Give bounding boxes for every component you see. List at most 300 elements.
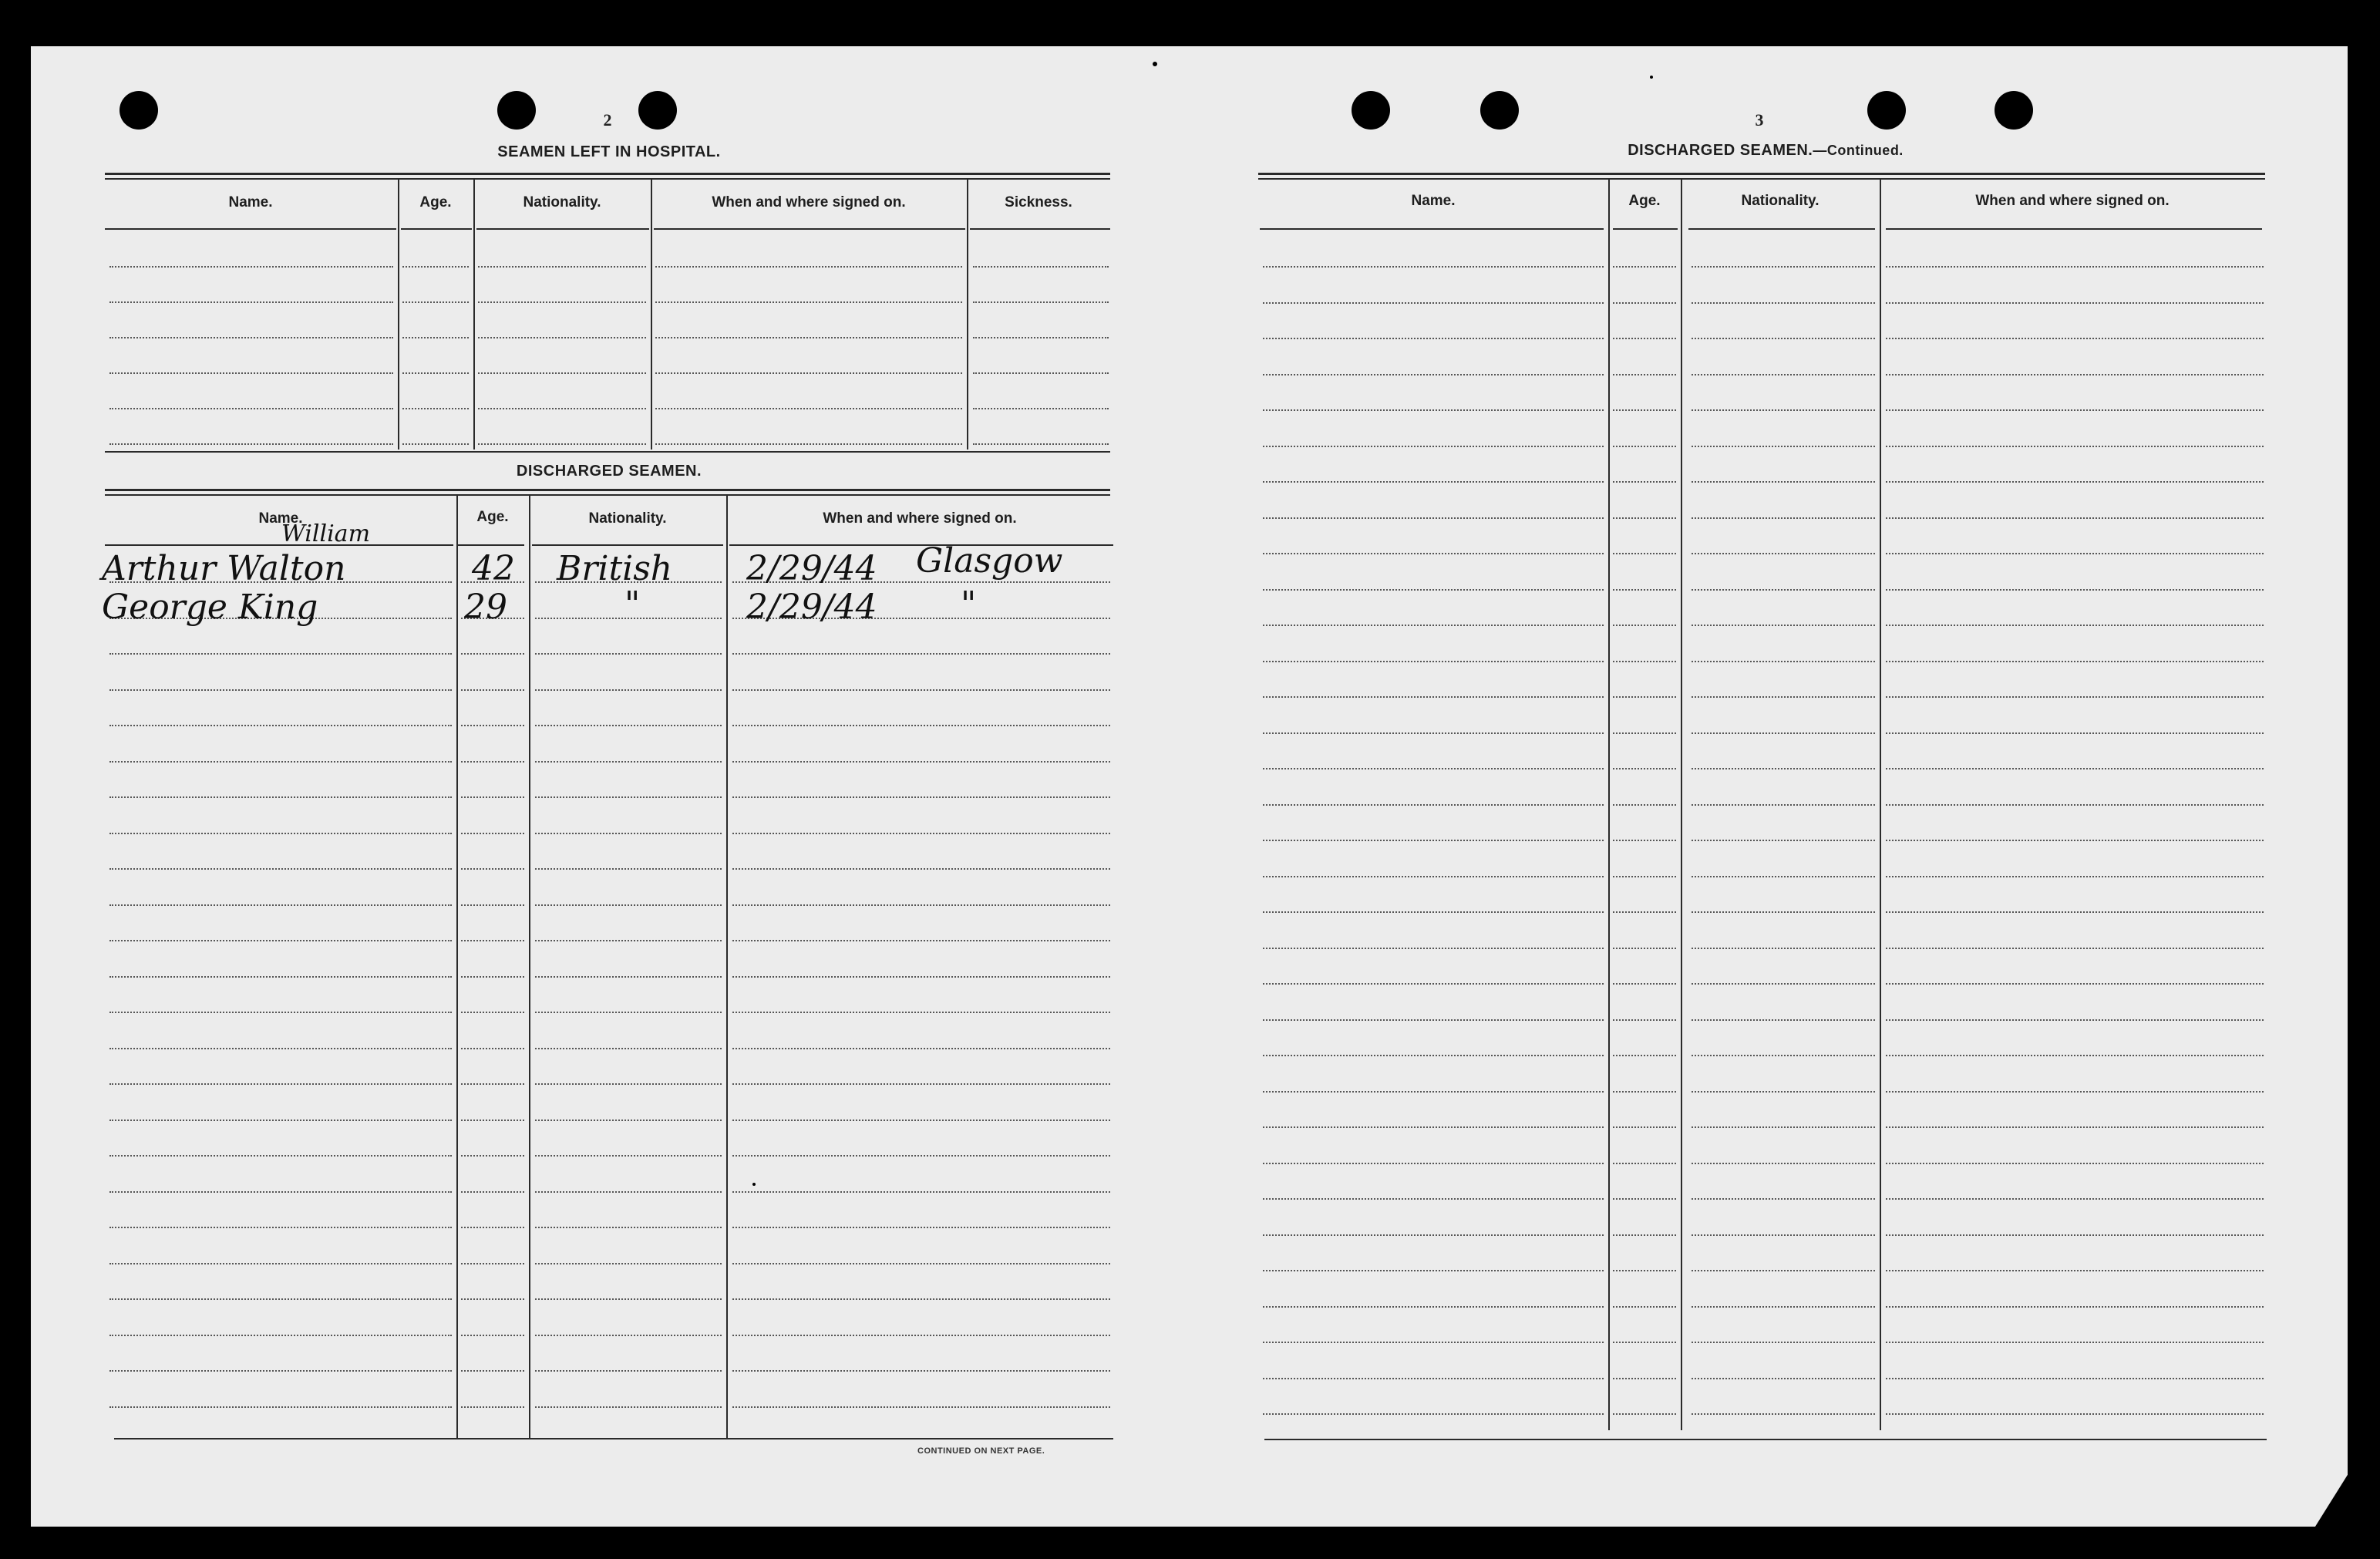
dotted-line — [402, 372, 469, 374]
dotted-line — [109, 1370, 452, 1372]
dotted-line — [732, 976, 1110, 978]
dotted-line — [461, 725, 524, 726]
dotted-line — [732, 1191, 1110, 1193]
dotted-line — [1886, 732, 2264, 734]
dotted-line — [1886, 589, 2264, 591]
dotted-line — [1613, 1234, 1676, 1236]
dotted-line — [535, 1083, 722, 1085]
dotted-line — [655, 372, 962, 374]
dotted-line — [478, 301, 646, 303]
dotted-line — [1692, 589, 1875, 591]
dotted-line — [1886, 553, 2264, 554]
dotted-line — [1692, 983, 1875, 985]
dotted-line — [1263, 409, 1604, 411]
dotted-line — [1613, 302, 1676, 304]
dotted-line — [1613, 1091, 1676, 1093]
table-rule — [105, 178, 1110, 180]
dotted-line — [461, 1155, 524, 1157]
col-header-nationality: Nationality. — [1741, 193, 1820, 209]
col-header-name: Name. — [258, 510, 303, 527]
dotted-line — [1886, 374, 2264, 375]
dotted-line — [535, 1227, 722, 1228]
dotted-line — [1263, 911, 1604, 913]
dotted-line — [1613, 876, 1676, 877]
dotted-line — [1263, 1234, 1604, 1236]
dotted-line — [1692, 266, 1875, 268]
dotted-line — [1886, 876, 2264, 877]
dotted-line — [1613, 338, 1676, 339]
dotted-line — [732, 1083, 1110, 1085]
dotted-line — [461, 1370, 524, 1372]
dotted-line — [1692, 840, 1875, 841]
title-main: DISCHARGED SEAMEN. — [1628, 142, 1813, 159]
dotted-line — [732, 1227, 1110, 1228]
dotted-line — [1692, 1091, 1875, 1093]
dotted-line — [732, 833, 1110, 834]
dotted-line — [732, 761, 1110, 763]
dotted-line — [1692, 661, 1875, 662]
column-divider — [398, 180, 399, 450]
dotted-line — [655, 443, 962, 445]
header-rule — [532, 544, 723, 546]
punch-hole — [1480, 91, 1519, 130]
dotted-line — [535, 1263, 722, 1264]
col-header-signed-on: When and where signed on. — [823, 510, 1017, 527]
header-rule — [654, 228, 965, 230]
table-rule — [105, 173, 1110, 175]
col-header-age: Age. — [476, 509, 509, 525]
dotted-line — [109, 1048, 452, 1049]
dotted-line — [1613, 661, 1676, 662]
dotted-line — [478, 337, 646, 338]
dotted-line — [1263, 876, 1604, 877]
dotted-line — [1886, 1198, 2264, 1200]
speck — [1650, 76, 1653, 79]
dotted-line — [1263, 1413, 1604, 1415]
dotted-line — [109, 372, 393, 374]
speck — [1153, 62, 1157, 66]
dotted-line — [461, 1406, 524, 1408]
dotted-line — [1692, 446, 1875, 447]
dotted-line — [461, 1263, 524, 1264]
dotted-line — [655, 266, 962, 268]
title-suffix: —Continued. — [1813, 143, 1904, 158]
dotted-line — [109, 1227, 452, 1228]
dotted-line — [1613, 446, 1676, 447]
dotted-line — [1263, 696, 1604, 698]
dotted-line — [1613, 1306, 1676, 1308]
header-rule — [1613, 228, 1678, 230]
dotted-line — [732, 1012, 1110, 1013]
continued-note: CONTINUED ON NEXT PAGE. — [917, 1446, 1045, 1456]
dotted-line — [1613, 517, 1676, 519]
dotted-line — [1692, 1055, 1875, 1056]
signed-on-place: " — [961, 584, 977, 624]
dotted-line — [461, 1227, 524, 1228]
dotted-line — [1263, 1126, 1604, 1128]
dotted-line — [1263, 948, 1604, 949]
dotted-line — [535, 1370, 722, 1372]
dotted-line — [732, 653, 1110, 655]
dotted-line — [1613, 409, 1676, 411]
dotted-line — [461, 653, 524, 655]
dotted-line — [1613, 732, 1676, 734]
dotted-line — [1886, 1234, 2264, 1236]
dotted-line — [1613, 768, 1676, 769]
dotted-line — [1613, 696, 1676, 698]
dotted-line — [732, 1120, 1110, 1121]
dotted-line — [1692, 696, 1875, 698]
dotted-line — [973, 301, 1109, 303]
dotted-line — [109, 940, 452, 941]
dotted-line — [1886, 804, 2264, 806]
dotted-line — [1613, 1378, 1676, 1379]
dotted-line — [535, 1191, 722, 1193]
dotted-line — [535, 689, 722, 691]
column-divider — [1681, 180, 1682, 1430]
dotted-line — [109, 1263, 452, 1264]
dotted-line — [1613, 625, 1676, 626]
dotted-line — [1692, 1342, 1875, 1343]
dotted-line — [461, 689, 524, 691]
dotted-line — [1692, 1378, 1875, 1379]
dotted-line — [535, 1048, 722, 1049]
dotted-line — [1886, 625, 2264, 626]
col-header-name: Name. — [1411, 193, 1456, 209]
dotted-line — [1692, 1234, 1875, 1236]
dotted-line — [1692, 732, 1875, 734]
col-header-nationality: Nationality. — [588, 510, 667, 527]
dotted-line — [1613, 1055, 1676, 1056]
dotted-line — [109, 1335, 452, 1336]
column-divider — [726, 496, 728, 1438]
dotted-line — [402, 266, 469, 268]
dotted-line — [535, 653, 722, 655]
dotted-line — [1613, 1413, 1676, 1415]
col-header-nationality: Nationality. — [523, 194, 601, 210]
table-rule — [1258, 173, 2265, 175]
dotted-line — [535, 725, 722, 726]
seaman-name: Arthur Walton — [102, 549, 346, 588]
dotted-line — [109, 266, 393, 268]
dotted-line — [1886, 1091, 2264, 1093]
header-rule — [105, 544, 453, 546]
dotted-line — [1613, 589, 1676, 591]
dotted-line — [1886, 1413, 2264, 1415]
dotted-line — [1886, 1055, 2264, 1056]
dotted-line — [1263, 804, 1604, 806]
seaman-age: 29 — [464, 588, 507, 627]
dotted-line — [973, 372, 1109, 374]
dotted-line — [655, 408, 962, 409]
name-insertion: William — [281, 520, 371, 547]
dotted-line — [1263, 732, 1604, 734]
column-divider — [1880, 180, 1881, 1430]
dotted-line — [1263, 338, 1604, 339]
dotted-line — [1886, 409, 2264, 411]
dotted-line — [1613, 481, 1676, 483]
right-section-title — [1527, 142, 2005, 160]
dotted-line — [1886, 481, 2264, 483]
dotted-line — [1263, 517, 1604, 519]
dotted-line — [478, 372, 646, 374]
dotted-line — [1613, 1126, 1676, 1128]
dotted-line — [478, 408, 646, 409]
document-sheet — [31, 46, 2348, 1527]
dotted-line — [1263, 589, 1604, 591]
dotted-line — [1886, 661, 2264, 662]
dotted-line — [1692, 517, 1875, 519]
speck — [14, 63, 20, 69]
dotted-line — [109, 868, 452, 870]
dotted-line — [1263, 1163, 1604, 1164]
dotted-line — [461, 1191, 524, 1193]
dotted-line — [1692, 1198, 1875, 1200]
dotted-line — [1692, 876, 1875, 877]
dotted-line — [1692, 1270, 1875, 1271]
dotted-line — [973, 443, 1109, 445]
dotted-line — [1886, 302, 2264, 304]
dotted-line — [109, 337, 393, 338]
dotted-line — [1692, 374, 1875, 375]
table-rule — [105, 494, 1110, 496]
dotted-line — [1613, 804, 1676, 806]
dotted-line — [1263, 266, 1604, 268]
dotted-line — [478, 266, 646, 268]
dotted-line — [461, 940, 524, 941]
dotted-line — [1263, 374, 1604, 375]
dotted-line — [1263, 446, 1604, 447]
dotted-line — [1263, 983, 1604, 985]
dotted-line — [1613, 1163, 1676, 1164]
dotted-line — [1692, 338, 1875, 339]
dotted-line — [1263, 1091, 1604, 1093]
signed-on-date: 2/29/44 — [746, 549, 877, 588]
column-divider — [473, 180, 475, 450]
dotted-line — [478, 443, 646, 445]
dotted-line — [1886, 983, 2264, 985]
dotted-line — [535, 833, 722, 834]
dotted-line — [1613, 840, 1676, 841]
dotted-line — [535, 1012, 722, 1013]
dotted-line — [1886, 1126, 2264, 1128]
dotted-line — [1692, 1019, 1875, 1021]
col-header-name: Name. — [228, 194, 273, 210]
dotted-line — [109, 1155, 452, 1157]
column-divider — [1608, 180, 1610, 1430]
dotted-line — [1692, 948, 1875, 949]
dotted-line — [1692, 911, 1875, 913]
discharged-section-title: DISCHARGED SEAMEN. — [516, 463, 702, 480]
dotted-line — [1886, 266, 2264, 268]
dotted-line — [1263, 1198, 1604, 1200]
dotted-line — [1692, 1413, 1875, 1415]
dotted-line — [1886, 1163, 2264, 1164]
dotted-line — [461, 868, 524, 870]
dotted-line — [1613, 374, 1676, 375]
dotted-line — [109, 1012, 452, 1013]
header-rule — [476, 228, 649, 230]
page-number: 2 — [603, 110, 612, 130]
punch-hole — [497, 91, 536, 130]
signed-on-date: 2/29/44 — [746, 588, 877, 627]
dotted-line — [109, 1120, 452, 1121]
header-rule — [1886, 228, 2262, 230]
dotted-line — [1263, 1055, 1604, 1056]
hospital-section-title: SEAMEN LEFT IN HOSPITAL. — [497, 143, 721, 160]
dotted-line — [1692, 1126, 1875, 1128]
punch-hole — [1352, 91, 1390, 130]
dotted-line — [461, 1298, 524, 1300]
seaman-age: 42 — [472, 549, 515, 588]
dotted-line — [109, 904, 452, 906]
dotted-line — [535, 940, 722, 941]
dotted-line — [732, 904, 1110, 906]
dotted-line — [402, 443, 469, 445]
dotted-line — [535, 1335, 722, 1336]
dotted-line — [1263, 302, 1604, 304]
dotted-line — [1613, 911, 1676, 913]
dotted-line — [461, 796, 524, 798]
punch-hole — [638, 91, 677, 130]
dotted-line — [535, 1155, 722, 1157]
dotted-line — [461, 1012, 524, 1013]
dotted-line — [402, 301, 469, 303]
dotted-line — [109, 408, 393, 409]
dotted-line — [1692, 409, 1875, 411]
page-number: 3 — [1755, 110, 1764, 130]
dotted-line — [535, 1120, 722, 1121]
header-rule — [1688, 228, 1875, 230]
dotted-line — [1263, 1378, 1604, 1379]
dotted-line — [973, 337, 1109, 338]
dotted-line — [1886, 768, 2264, 769]
dotted-line — [1692, 1163, 1875, 1164]
dotted-line — [1886, 696, 2264, 698]
dotted-line — [109, 796, 452, 798]
dotted-line — [109, 725, 452, 726]
dotted-line — [973, 408, 1109, 409]
col-header-age: Age. — [419, 194, 452, 210]
dotted-line — [461, 904, 524, 906]
dotted-line — [1613, 1019, 1676, 1021]
dotted-line — [732, 940, 1110, 941]
dotted-line — [1613, 983, 1676, 985]
column-divider — [529, 496, 530, 1438]
dotted-line — [1263, 1342, 1604, 1343]
dotted-line — [402, 408, 469, 409]
dotted-line — [109, 443, 393, 445]
dotted-line — [1613, 1270, 1676, 1271]
dotted-line — [535, 1406, 722, 1408]
dotted-line — [1886, 840, 2264, 841]
dotted-line — [655, 301, 962, 303]
dotted-line — [1886, 1306, 2264, 1308]
header-rule — [1260, 228, 1604, 230]
dotted-line — [732, 1048, 1110, 1049]
dotted-line — [461, 1083, 524, 1085]
dotted-line — [1263, 481, 1604, 483]
col-header-sickness: Sickness. — [1005, 194, 1072, 210]
dotted-line — [461, 976, 524, 978]
dotted-line — [1886, 948, 2264, 949]
header-rule — [970, 228, 1110, 230]
dotted-line — [109, 1298, 452, 1300]
dotted-line — [1263, 1270, 1604, 1271]
dotted-line — [461, 833, 524, 834]
dotted-line — [535, 796, 722, 798]
dotted-line — [1692, 804, 1875, 806]
dotted-line — [1886, 1378, 2264, 1379]
dotted-line — [732, 1370, 1110, 1372]
dotted-line — [1692, 553, 1875, 554]
dotted-line — [402, 337, 469, 338]
seaman-name: George King — [102, 588, 318, 627]
table-bottom-rule — [114, 1438, 1113, 1439]
dotted-line — [1886, 1342, 2264, 1343]
column-divider — [967, 180, 968, 450]
column-divider — [456, 496, 458, 1438]
dotted-line — [1263, 840, 1604, 841]
dotted-line — [1692, 481, 1875, 483]
dotted-line — [109, 761, 452, 763]
dotted-line — [973, 266, 1109, 268]
table-rule — [105, 489, 1110, 491]
seaman-nationality: " — [624, 584, 641, 624]
dotted-line — [109, 1406, 452, 1408]
header-rule — [105, 228, 396, 230]
dotted-line — [732, 1406, 1110, 1408]
dotted-line — [732, 1335, 1110, 1336]
punch-hole — [1995, 91, 2033, 130]
dotted-line — [1263, 625, 1604, 626]
speck — [752, 1183, 756, 1186]
table-bottom-rule — [1264, 1439, 2267, 1440]
dotted-line — [1613, 1342, 1676, 1343]
table-rule — [1258, 178, 2265, 180]
header-rule — [458, 544, 524, 546]
dotted-line — [732, 868, 1110, 870]
col-header-age: Age. — [1628, 193, 1661, 209]
dotted-line — [109, 301, 393, 303]
col-header-signed-on: When and where signed on. — [712, 194, 906, 210]
dotted-line — [732, 725, 1110, 726]
dotted-line — [109, 976, 452, 978]
dotted-line — [1886, 517, 2264, 519]
dotted-line — [655, 337, 962, 338]
dotted-line — [1886, 338, 2264, 339]
dotted-line — [1263, 553, 1604, 554]
dotted-line — [732, 796, 1110, 798]
dotted-line — [1263, 661, 1604, 662]
dotted-line — [732, 1155, 1110, 1157]
dotted-line — [732, 689, 1110, 691]
dotted-line — [461, 761, 524, 763]
dotted-line — [1692, 625, 1875, 626]
signed-on-place: Glasgow — [916, 541, 1063, 581]
punch-hole — [1867, 91, 1906, 130]
dotted-line — [461, 1120, 524, 1121]
dotted-line — [732, 1298, 1110, 1300]
dotted-line — [109, 653, 452, 655]
dotted-line — [109, 1191, 452, 1193]
dotted-line — [109, 833, 452, 834]
dotted-line — [1613, 553, 1676, 554]
dotted-line — [1263, 1306, 1604, 1308]
punch-hole — [120, 91, 158, 130]
dotted-line — [1613, 948, 1676, 949]
dotted-line — [1692, 768, 1875, 769]
